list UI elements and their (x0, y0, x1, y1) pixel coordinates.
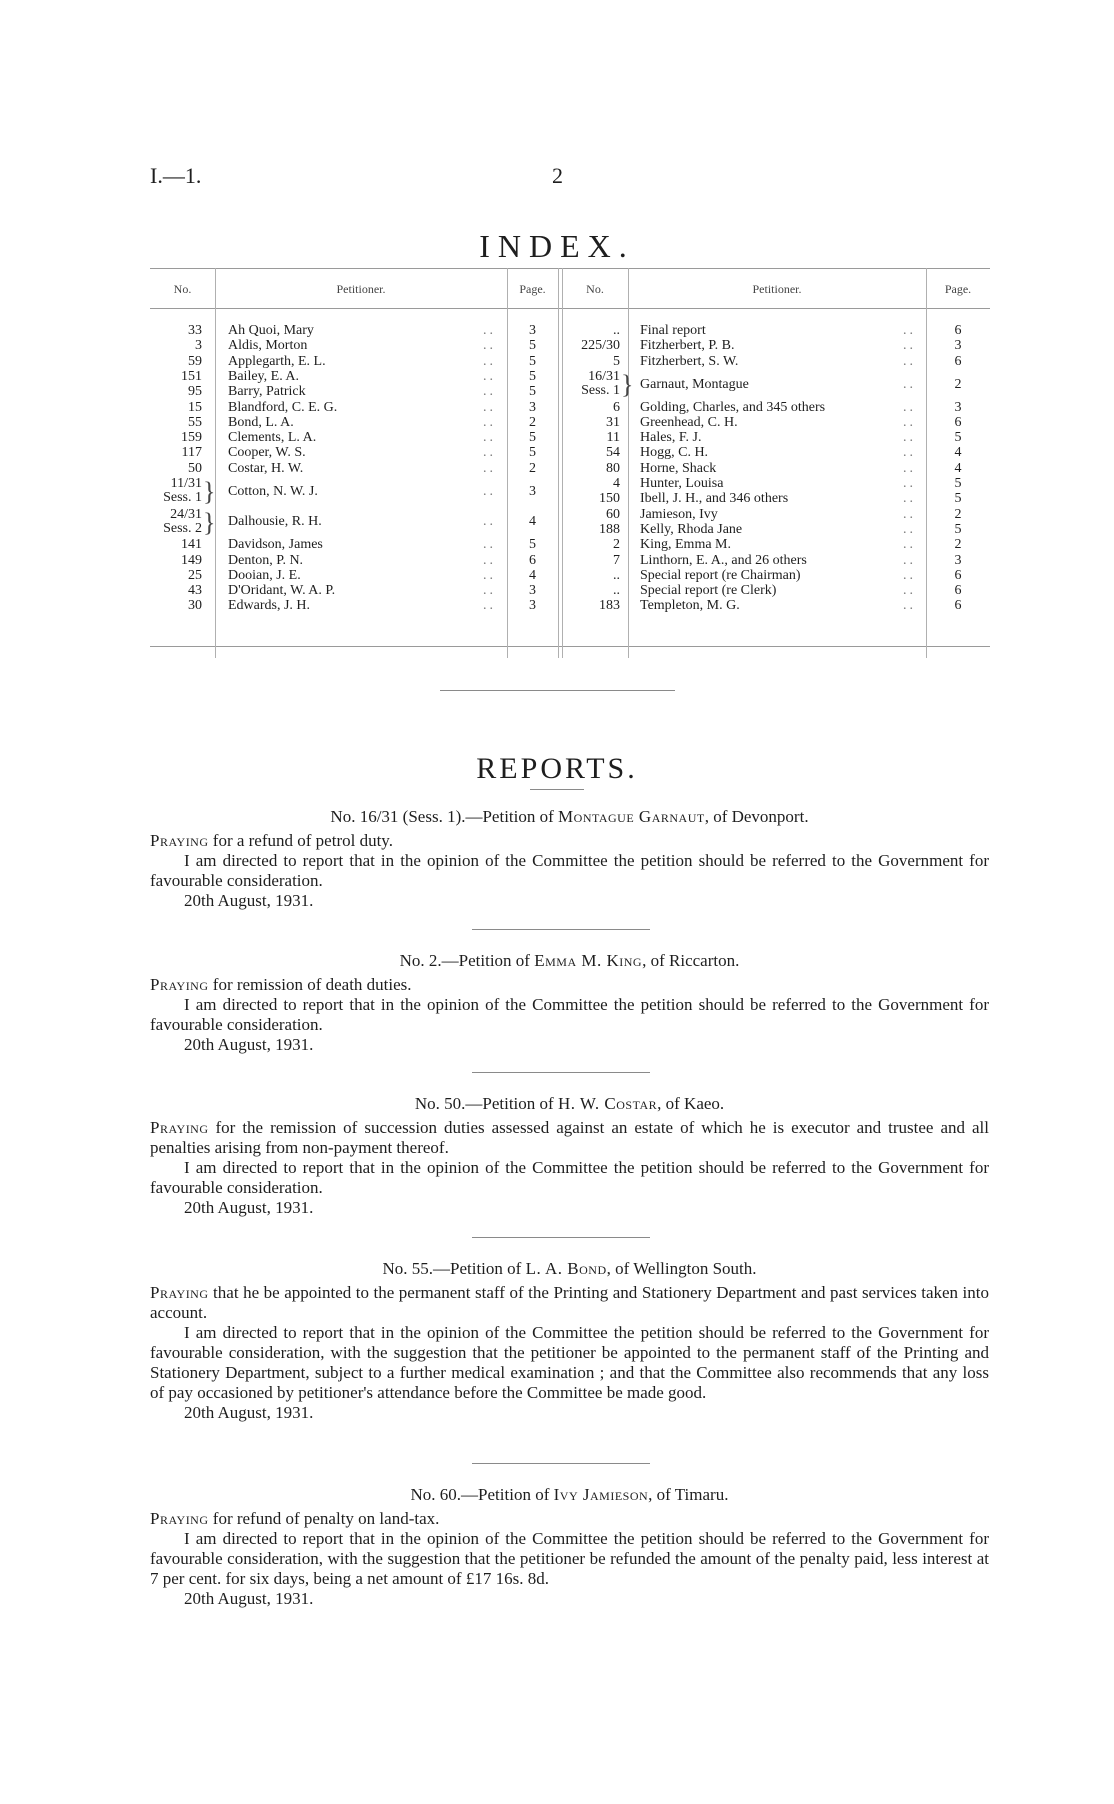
report-separator (472, 1237, 650, 1238)
index-page-number: 5 (954, 430, 962, 446)
praying-text: for remission of death duties. (208, 975, 412, 994)
index-number-value: 151 (181, 368, 202, 384)
report-date: 20th August, 1931. (184, 891, 314, 910)
index-number-value: 43 (188, 583, 202, 599)
index-session-value: Sess. 1 (581, 382, 620, 398)
index-row-number (562, 446, 620, 460)
leader-dots: .. (903, 506, 916, 522)
index-row-number (562, 355, 620, 369)
index-row-number (150, 508, 202, 536)
index-page-number: 2 (954, 537, 962, 553)
index-page-number: 5 (529, 430, 536, 446)
index-number-value: .. (613, 583, 620, 599)
leader-dots: .. (903, 598, 916, 614)
index-page-number: 2 (954, 506, 962, 522)
leader-dots: .. (903, 323, 916, 338)
index-row-number (562, 477, 620, 491)
index-row-number (562, 324, 620, 338)
section-separator (440, 690, 675, 691)
index-page-number: 5 (529, 368, 536, 384)
report-date: 20th August, 1931. (184, 1403, 314, 1422)
index-page-number: 4 (529, 514, 536, 530)
index-page-number: 3 (954, 338, 962, 354)
index-petitioner-name: Edwards, J. H. (228, 598, 311, 614)
index-page-number: 3 (529, 483, 536, 499)
leader-dots: .. (903, 521, 916, 537)
index-number-value: 11 (606, 430, 620, 446)
leader-dots: .. (483, 445, 496, 461)
index-title: INDEX. (479, 228, 635, 264)
report-title (150, 1485, 989, 1505)
report-separator (472, 1072, 650, 1073)
report-title-suffix: , of Riccarton. (642, 951, 740, 970)
index-petitioner-name: Clements, L. A. (228, 430, 317, 446)
index-number-value: 188 (599, 521, 620, 537)
index-petitioner-name: Special report (re Clerk) (640, 583, 777, 599)
leader-dots: .. (903, 537, 916, 553)
index-row-number (150, 370, 202, 384)
reports-title: REPORTS. (476, 752, 638, 785)
report-title (150, 951, 989, 971)
index-row-number (562, 462, 620, 476)
index-row-number (562, 416, 620, 430)
petitioner-name: Emma M. King (534, 951, 643, 970)
praying-label: Praying (150, 1118, 209, 1137)
leader-dots: .. (483, 323, 496, 338)
index-row-number (562, 508, 620, 522)
index-petitioner-name: Greenhead, C. H. (640, 414, 738, 430)
leader-dots: .. (903, 399, 916, 415)
index-number-value: 3 (195, 338, 202, 354)
index-number-value: 7 (613, 552, 620, 568)
index-petitioner-name: Davidson, James (228, 537, 323, 553)
leader-dots: .. (483, 514, 496, 530)
report-title-suffix: , of Kaeo. (657, 1094, 725, 1113)
index-number-value: .. (613, 567, 620, 583)
col-header-petitioner: Petitioner. (336, 282, 386, 296)
index-row-number (562, 339, 620, 353)
index-petitioner-name: Kelly, Rhoda Jane (640, 521, 743, 537)
index-petitioner-name: Hales, F. J. (640, 430, 702, 446)
index-row-number (150, 431, 202, 445)
praying-text: for a refund of petrol duty. (208, 831, 393, 850)
index-page-number: 2 (529, 414, 536, 430)
leader-dots: .. (483, 384, 496, 400)
col-header-page: Page. (519, 282, 546, 296)
index-number-value: 117 (181, 445, 202, 461)
report-body: I am directed to report that in the opinion of the Committee the petition should be referred to the Government for favourable consideration. (150, 1158, 989, 1197)
index-page-number: 6 (954, 583, 962, 599)
index-petitioner-name: Dalhousie, R. H. (228, 514, 322, 530)
leader-dots: .. (483, 414, 496, 430)
index-petitioner-name: Fitzherbert, P. B. (640, 338, 735, 354)
index-petitioner-name: Ibell, J. H., and 346 others (640, 491, 789, 507)
report-title-suffix: , of Timaru. (648, 1485, 729, 1504)
index-number-value: 11/31 (170, 476, 202, 491)
index-number-value: 95 (188, 384, 202, 400)
index-petitioner-name: Bond, L. A. (228, 414, 294, 430)
index-number-value: 31 (606, 414, 620, 430)
index-number-value: 2 (613, 537, 620, 553)
index-page-number: 5 (529, 353, 536, 369)
praying-paragraph (150, 831, 989, 851)
praying-paragraph (150, 1283, 989, 1323)
index-number-value: .. (613, 323, 620, 338)
index-number-value: 30 (188, 598, 202, 614)
index-number-value: 141 (181, 537, 202, 553)
index-petitioner-name: Blandford, C. E. G. (228, 399, 338, 415)
index-number-value: 5 (613, 353, 620, 369)
leader-dots: .. (903, 552, 916, 568)
report-title-prefix: No. 16/31 (Sess. 1).—Petition of (330, 807, 559, 826)
leader-dots: .. (903, 460, 916, 476)
page-number: 2 (552, 163, 563, 188)
index-petitioner-name: Cooper, W. S. (228, 445, 306, 461)
brace-mark: } (203, 507, 216, 537)
report-block (150, 951, 989, 1055)
column-divider (215, 268, 216, 658)
index-petitioner-name: Garnaut, Montague (640, 376, 749, 392)
index-row-number (562, 370, 620, 398)
report-date: 20th August, 1931. (184, 1198, 314, 1217)
leader-dots: .. (903, 567, 916, 583)
index-session-value: Sess. 1 (163, 490, 202, 505)
index-row-number (562, 401, 620, 415)
index-number-value: 225/30 (581, 338, 620, 354)
leader-dots: .. (483, 598, 496, 614)
index-row-number (150, 477, 202, 505)
leader-dots: .. (903, 476, 916, 491)
index-page-number: 6 (954, 323, 962, 338)
index-page-number: 6 (954, 414, 962, 430)
report-title-prefix: No. 60.—Petition of (410, 1485, 554, 1504)
report-block (150, 807, 989, 911)
praying-label: Praying (150, 831, 209, 850)
report-title (150, 1094, 989, 1114)
leader-dots: .. (483, 583, 496, 599)
index-page-number: 3 (529, 399, 536, 415)
column-divider (628, 268, 629, 658)
index-page-number: 5 (529, 338, 536, 354)
index-number-value: 15 (188, 399, 202, 415)
leader-dots: .. (483, 567, 496, 583)
index-page-number: 5 (954, 491, 962, 507)
report-date: 20th August, 1931. (184, 1035, 314, 1054)
index-page-number: 5 (529, 384, 536, 400)
index-petitioner-name: Linthorn, E. A., and 26 others (640, 552, 807, 568)
index-page-number: 4 (954, 460, 962, 476)
leader-dots: .. (903, 583, 916, 599)
index-row-number (150, 416, 202, 430)
table-header-rule (150, 308, 990, 309)
index-page-number: 5 (529, 445, 536, 461)
report-block (150, 1094, 989, 1218)
index-row-number (150, 385, 202, 399)
leader-dots: .. (903, 338, 916, 354)
index-row-number (150, 462, 202, 476)
index-row-number (562, 538, 620, 552)
leader-dots: .. (483, 552, 496, 568)
petitioner-name: H. W. Costar (557, 1094, 658, 1113)
index-petitioner-name: Final report (640, 323, 706, 338)
report-block (150, 1259, 989, 1423)
index-petitioner-name: Hogg, C. H. (640, 445, 709, 461)
table-bottom-rule (150, 646, 990, 647)
index-page-number: 4 (954, 445, 962, 461)
index-row-number (150, 324, 202, 338)
petitioner-name: L. A. Bond (525, 1259, 607, 1278)
report-title (150, 1259, 989, 1279)
index-petitioner-name: Dooian, J. E. (228, 567, 301, 583)
index-petitioner-name: Special report (re Chairman) (640, 567, 801, 583)
index-petitioner-name: Barry, Patrick (228, 384, 306, 400)
report-date: 20th August, 1931. (184, 1589, 314, 1608)
index-page-number: 3 (954, 399, 962, 415)
index-row-number (562, 431, 620, 445)
praying-text: that he be appointed to the permanent staff of the Printing and Stationery Department and past services taken into account. (150, 1283, 989, 1322)
index-row-number (150, 355, 202, 369)
praying-label: Praying (150, 975, 209, 994)
index-page-number: 2 (954, 376, 962, 392)
praying-label: Praying (150, 1509, 209, 1528)
report-body: I am directed to report that in the opinion of the Committee the petition should be referred to the Government for favourable consideration. (150, 851, 989, 890)
report-title-prefix: No. 2.—Petition of (399, 951, 535, 970)
index-page-number: 4 (529, 567, 536, 583)
table-top-rule (150, 268, 990, 269)
index-table (150, 268, 990, 658)
index-number-value: 183 (599, 598, 620, 614)
index-petitioner-name: Golding, Charles, and 345 others (640, 399, 826, 415)
praying-text: for the remission of succession duties assessed against an estate of which he is executor and trustee and all penalties arising from non-payment thereof. (150, 1118, 989, 1157)
index-number-value: 50 (188, 460, 202, 476)
index-number-value: 150 (599, 491, 620, 507)
index-number-value: 33 (188, 323, 202, 338)
index-page-number: 5 (954, 521, 962, 537)
index-row-number (150, 584, 202, 598)
index-petitioner-name: D'Oridant, W. A. P. (228, 583, 336, 599)
index-row-number (562, 492, 620, 506)
report-title (150, 807, 989, 827)
index-page-number: 6 (954, 567, 962, 583)
index-number-value: 6 (613, 399, 620, 415)
index-row-number (150, 401, 202, 415)
index-petitioner-name: Denton, P. N. (228, 552, 304, 568)
report-separator (472, 1463, 650, 1464)
index-page-number: 3 (529, 323, 536, 338)
petitioner-name: Montague Garnaut (558, 807, 705, 826)
document-reference: I.—1. (150, 163, 202, 188)
brace-mark: } (621, 369, 634, 399)
report-title-prefix: No. 50.—Petition of (414, 1094, 558, 1113)
index-page-number: 6 (954, 598, 962, 614)
leader-dots: .. (483, 338, 496, 354)
leader-dots: .. (483, 399, 496, 415)
index-page-number: 5 (529, 537, 536, 553)
brace-mark: } (203, 477, 216, 506)
report-block (150, 1485, 989, 1609)
leader-dots: .. (903, 445, 916, 461)
index-petitioner-name: Applegarth, E. L. (228, 353, 326, 369)
index-row-number (562, 599, 620, 613)
col-header-petitioner: Petitioner. (752, 282, 802, 296)
index-petitioner-name: King, Emma M. (640, 537, 731, 553)
report-title-suffix: , of Devonport. (704, 807, 809, 826)
title-underline (530, 789, 584, 790)
leader-dots: .. (483, 460, 496, 476)
index-page-number: 2 (529, 460, 536, 476)
index-number-value: 59 (188, 353, 202, 369)
index-row-number (150, 554, 202, 568)
index-page-number: 6 (954, 353, 962, 369)
petitioner-name: Ivy Jamieson (553, 1485, 649, 1504)
index-number-value: 25 (188, 567, 202, 583)
report-title-prefix: No. 55.—Petition of (382, 1259, 526, 1278)
index-number-value: 149 (181, 552, 202, 568)
praying-paragraph (150, 1118, 989, 1158)
report-separator (472, 929, 650, 930)
index-page-number: 3 (529, 598, 536, 614)
index-number-value: 4 (613, 476, 620, 491)
leader-dots: .. (903, 430, 916, 446)
index-page-number: 6 (529, 552, 536, 568)
index-number-value: 16/31 (588, 368, 620, 384)
index-row-number (150, 599, 202, 613)
index-number-value: 80 (606, 460, 620, 476)
index-petitioner-name: Costar, H. W. (228, 460, 304, 476)
index-number-value: 159 (181, 430, 202, 446)
index-row-number (562, 554, 620, 568)
praying-paragraph (150, 975, 989, 995)
index-row-number (150, 339, 202, 353)
index-petitioner-name: Templeton, M. G. (640, 598, 740, 614)
index-petitioner-name: Bailey, E. A. (228, 368, 300, 384)
leader-dots: .. (903, 414, 916, 430)
index-row-number (562, 569, 620, 583)
index-number-value: 55 (188, 414, 202, 430)
index-page-number: 3 (529, 583, 536, 599)
column-divider (558, 268, 559, 658)
leader-dots: .. (483, 537, 496, 553)
index-row-number (150, 446, 202, 460)
report-title-suffix: , of Wellington South. (606, 1259, 757, 1278)
index-number-value: 24/31 (170, 506, 202, 522)
leader-dots: .. (903, 491, 916, 507)
index-row-number (562, 523, 620, 537)
col-header-page: Page. (944, 282, 972, 296)
index-row-number (562, 584, 620, 598)
index-petitioner-name: Cotton, N. W. J. (228, 483, 318, 499)
praying-text: for refund of penalty on land-tax. (208, 1509, 440, 1528)
leader-dots: .. (483, 483, 496, 499)
index-petitioner-name: Ah Quoi, Mary (228, 323, 314, 338)
index-petitioner-name: Fitzherbert, S. W. (640, 353, 739, 369)
index-session-value: Sess. 2 (163, 520, 202, 536)
index-number-value: 60 (606, 506, 620, 522)
report-body: I am directed to report that in the opinion of the Committee the petition should be referred to the Government for favourable consideration, with the suggestion that the petitioner be appointed to the permanent staff of the Printing and Stationery Department, subject to a further medical examination ; and that the Committee also recommends that any loss of pay occasioned by petitioner's attendance before the Committee be made good. (150, 1323, 989, 1402)
report-body: I am directed to report that in the opinion of the Committee the petition should be referred to the Government for favourable consideration. (150, 995, 989, 1034)
leader-dots: .. (483, 368, 496, 384)
index-petitioner-name: Aldis, Morton (228, 338, 308, 354)
index-petitioner-name: Horne, Shack (640, 460, 717, 476)
col-header-no: No. (173, 282, 192, 296)
index-row-number (150, 569, 202, 583)
praying-paragraph (150, 1509, 989, 1529)
leader-dots: .. (903, 353, 916, 369)
index-row-number (150, 538, 202, 552)
leader-dots: .. (483, 430, 496, 446)
index-petitioner-name: Hunter, Louisa (640, 476, 724, 491)
praying-label: Praying (150, 1283, 209, 1302)
leader-dots: .. (483, 353, 496, 369)
index-page-number: 5 (954, 476, 962, 491)
col-header-no: No. (586, 282, 604, 296)
leader-dots: .. (903, 376, 916, 392)
report-body: I am directed to report that in the opinion of the Committee the petition should be referred to the Government for favourable consideration, with the suggestion that the petitioner be refunded the amount of the penalty paid, less interest at 7 per cent. for six days, being a net amount of £17 16s. 8d. (150, 1529, 989, 1588)
index-number-value: 54 (606, 445, 620, 461)
index-page-number: 3 (954, 552, 962, 568)
index-petitioner-name: Jamieson, Ivy (640, 506, 718, 522)
